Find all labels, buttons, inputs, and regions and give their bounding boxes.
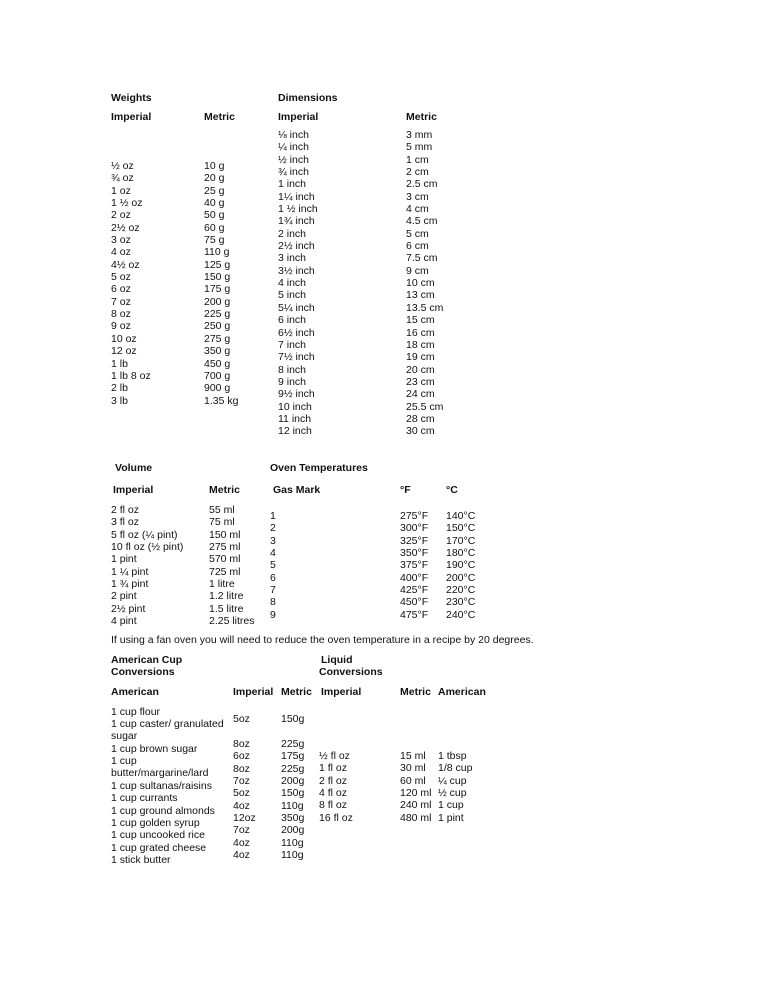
weight-imperial-cell: 5 oz (111, 271, 131, 284)
liquid-metric-cell: 120 ml (400, 787, 432, 800)
weight-metric-cell: 250 g (204, 320, 231, 333)
dimension-metric-cell: 3 mm (406, 129, 433, 141)
volume-imperial-cell: 10 fl oz (½ pint) (111, 541, 184, 554)
american-imperial-cell: 8oz (233, 738, 250, 750)
american-metric-cell: 110g (281, 849, 304, 862)
american-flour-imperial: 5oz (233, 713, 250, 725)
oven-c-cell: 200°C (446, 571, 476, 584)
dimension-imperial-cell: 6½ inch (278, 326, 315, 339)
oven-f-cell: 475°F (400, 608, 429, 621)
oven-gas-cell: 9 (270, 608, 276, 621)
american-item-cell: 1 cup sultanas/raisins (111, 780, 212, 792)
dimension-metric-cell: 1 cm (406, 153, 429, 166)
dimension-imperial-cell: 7 inch (278, 338, 307, 351)
oven-f-cell: 325°F (400, 534, 429, 547)
dimension-imperial-cell: 9½ inch (278, 388, 315, 401)
dimension-metric-cell: 5 mm (406, 141, 433, 154)
weight-imperial-cell: 10 oz (111, 332, 137, 345)
dimension-metric-cell: 5 cm (406, 227, 429, 240)
liquid-imperial-cell: ½ fl oz (319, 750, 350, 762)
dimension-imperial-cell: ⅛ inch (278, 129, 309, 141)
american-imperial-column (233, 738, 256, 861)
oven-f-cell: 300°F (400, 522, 429, 535)
oven-f-cell: 450°F (400, 596, 429, 609)
oven-c-column (446, 510, 475, 621)
weight-imperial-cell: ½ oz (111, 160, 134, 172)
oven-c-header: °C (446, 484, 458, 496)
american-item-cell: 1 cup grated cheese (111, 841, 207, 854)
weight-metric-cell: 225 g (204, 308, 231, 321)
volume-imperial-cell: 3 fl oz (111, 516, 140, 529)
dimension-metric-cell: 28 cm (406, 412, 435, 425)
weight-imperial-cell: 6 oz (111, 283, 131, 296)
dimension-imperial-cell: 12 inch (278, 425, 312, 438)
oven-c-cell: 180°C (446, 547, 476, 560)
liquid-american-cell: 1 cup (438, 799, 464, 812)
weights-imperial-column (111, 160, 151, 407)
american-metric-cell: 110g (281, 799, 304, 812)
weights-heading: Weights (111, 92, 152, 104)
american-item-cell: 1 cup currants (111, 792, 178, 805)
liquid-american-cell: ½ cup (438, 787, 467, 800)
liquid-imperial-cell: 2 fl oz (319, 774, 348, 787)
weight-metric-cell: 1.35 kg (204, 394, 239, 407)
dimension-metric-cell: 9 cm (406, 264, 429, 277)
american-metric-cell: 225g (281, 738, 305, 750)
weight-metric-cell: 50 g (204, 209, 225, 222)
dimensions-imperial-column (278, 129, 318, 438)
oven-gas-cell: 7 (270, 584, 276, 597)
american-imperial-cell: 12oz (233, 812, 256, 825)
weight-imperial-cell: 7 oz (111, 295, 131, 308)
dimension-imperial-cell: ¾ inch (278, 166, 309, 179)
liquid-imperial-column (319, 750, 353, 824)
volume-imperial-cell: 2 pint (111, 590, 137, 603)
dimension-metric-cell: 18 cm (406, 338, 435, 351)
oven-f-header: °F (400, 484, 411, 496)
volume-metric-cell: 55 ml (209, 504, 235, 516)
dimension-imperial-cell: ¼ inch (278, 141, 309, 154)
american-item-cell: 1 cup uncooked rice (111, 829, 205, 842)
volume-metric-cell: 150 ml (209, 528, 241, 541)
weight-imperial-cell: 3 oz (111, 234, 131, 247)
volume-metric-cell: 725 ml (209, 565, 241, 578)
liquid-metric-header: Metric (400, 686, 431, 698)
volume-metric-cell: 1 litre (209, 578, 235, 591)
dimension-metric-cell: 25.5 cm (406, 400, 444, 413)
dimension-imperial-cell: 5¼ inch (278, 301, 315, 314)
volume-metric-column (209, 504, 255, 627)
american-imperial-cell: 4oz (233, 799, 250, 812)
oven-gas-cell: 5 (270, 559, 276, 572)
weight-imperial-cell: 9 oz (111, 320, 131, 333)
oven-c-cell: 170°C (446, 534, 476, 547)
american-heading-line2: Conversions (111, 666, 175, 678)
american-imperial-cell: 5oz (233, 787, 250, 800)
oven-c-cell: 190°C (446, 559, 476, 572)
volume-metric-cell: 1.5 litre (209, 602, 244, 615)
volume-metric-cell: 570 ml (209, 553, 241, 566)
american-metric-cell: 175g (281, 750, 305, 763)
american-metric-column (281, 738, 304, 861)
oven-gas-cell: 6 (270, 571, 276, 584)
american-item-flour: 1 cup flour (111, 706, 161, 718)
oven-c-cell: 150°C (446, 522, 476, 535)
oven-f-cell: 350°F (400, 547, 429, 560)
weight-imperial-cell: 8 oz (111, 308, 131, 321)
american-imperial-cell: 4oz (233, 849, 250, 862)
weight-metric-cell: 110 g (204, 246, 230, 259)
dimension-imperial-cell: 7½ inch (278, 351, 315, 364)
american-metric-header: Metric (281, 686, 312, 698)
american-imperial-cell: 4oz (233, 836, 250, 849)
american-metric-cell: 200g (281, 824, 305, 837)
oven-gas-cell: 1 (270, 510, 276, 522)
weight-imperial-cell: 1 lb (111, 357, 128, 370)
american-metric-cell: 225g (281, 762, 305, 775)
oven-f-cell: 400°F (400, 571, 429, 584)
oven-gas-column (270, 510, 276, 621)
fan-oven-note: If using a fan oven you will need to reduce the oven temperature in a recipe by 20 degrees. (111, 634, 534, 646)
oven-f-cell: 275°F (400, 510, 429, 522)
american-flour-metric: 150g (281, 713, 305, 725)
dimension-imperial-cell: 4 inch (278, 277, 307, 290)
oven-f-cell: 425°F (400, 584, 429, 597)
dimension-imperial-cell: 2 inch (278, 227, 307, 240)
oven-f-cell: 375°F (400, 559, 429, 572)
volume-imperial-cell: 1 ¾ pint (111, 578, 149, 591)
american-imperial-cell: 7oz (233, 775, 250, 788)
dimension-metric-cell: 16 cm (406, 326, 435, 339)
liquid-imperial-cell: 4 fl oz (319, 787, 348, 800)
weight-imperial-cell: 1 ½ oz (111, 197, 143, 210)
oven-f-column (400, 510, 428, 621)
dimension-imperial-cell: 8 inch (278, 363, 307, 376)
dimension-metric-cell: 4 cm (406, 203, 429, 216)
oven-heading: Oven Temperatures (270, 462, 368, 474)
dimensions-metric-header: Metric (406, 111, 437, 123)
volume-imperial-cell: 2 fl oz (111, 504, 140, 516)
volume-imperial-cell: 4 pint (111, 615, 137, 628)
weight-metric-cell: 40 g (204, 197, 225, 210)
volume-imperial-column (111, 504, 183, 627)
dimension-imperial-cell: 1¾ inch (278, 215, 315, 228)
weight-metric-cell: 20 g (204, 172, 225, 185)
dimension-metric-cell: 30 cm (406, 425, 435, 438)
american-item-butter: 1 cup butter/margarine/lard (111, 755, 209, 780)
liquid-imperial-cell: 16 fl oz (319, 811, 353, 824)
weight-metric-cell: 60 g (204, 221, 225, 234)
american-item-caster-sugar: 1 cup caster/ granulated sugar (111, 718, 224, 743)
american-american-header: American (111, 686, 159, 698)
weight-metric-cell: 75 g (204, 234, 225, 247)
weight-imperial-cell: 2½ oz (111, 221, 140, 234)
american-imperial-header: Imperial (233, 686, 274, 698)
dimension-imperial-cell: 1¼ inch (278, 190, 315, 203)
dimensions-imperial-header: Imperial (278, 111, 319, 123)
weight-imperial-cell: 4 oz (111, 246, 131, 259)
dimensions-heading: Dimensions (278, 92, 338, 104)
weight-metric-cell: 700 g (204, 369, 231, 382)
liquid-metric-cell: 60 ml (400, 774, 426, 787)
weight-metric-cell: 900 g (204, 382, 231, 395)
american-imperial-cell: 8oz (233, 762, 250, 775)
dimension-metric-cell: 7.5 cm (406, 252, 438, 265)
weight-imperial-cell: 2 oz (111, 209, 131, 222)
weight-imperial-cell: 2 lb (111, 382, 128, 395)
dimension-imperial-cell: 10 inch (278, 400, 312, 413)
dimension-imperial-cell: 9 inch (278, 375, 307, 388)
oven-gas-header: Gas Mark (273, 484, 321, 496)
liquid-american-column (438, 750, 472, 824)
dimension-imperial-cell: 1 ½ inch (278, 203, 318, 216)
dimension-metric-cell: 13.5 cm (406, 301, 444, 314)
liquid-heading-line2: Conversions (319, 666, 383, 678)
american-item-cell: 1 cup golden syrup (111, 817, 200, 830)
volume-metric-cell: 2.25 litres (209, 615, 255, 628)
american-items-column (111, 780, 215, 866)
liquid-metric-cell: 30 ml (400, 762, 426, 775)
weight-imperial-cell: 1 lb 8 oz (111, 369, 151, 382)
weight-metric-cell: 150 g (204, 271, 231, 284)
volume-imperial-cell: 5 fl oz (¼ pint) (111, 528, 178, 541)
dimension-imperial-cell: 1 inch (278, 178, 307, 191)
weight-metric-cell: 175 g (204, 283, 231, 296)
liquid-metric-column (400, 750, 432, 824)
dimension-metric-cell: 6 cm (406, 240, 429, 253)
american-heading-line1: American Cup (111, 654, 183, 666)
dimension-metric-cell: 20 cm (406, 363, 435, 376)
dimension-imperial-cell: 3 inch (278, 252, 307, 265)
american-metric-cell: 200g (281, 775, 305, 788)
weight-metric-cell: 25 g (204, 184, 225, 197)
dimension-imperial-cell: 11 inch (278, 412, 312, 425)
oven-c-cell: 140°C (446, 510, 476, 522)
volume-metric-cell: 1.2 litre (209, 590, 244, 603)
dimensions-metric-column (406, 129, 443, 438)
american-imperial-cell: 7oz (233, 824, 250, 837)
liquid-heading-line1: Liquid (321, 654, 353, 666)
weight-metric-cell: 10 g (204, 160, 225, 172)
volume-metric-cell: 275 ml (209, 541, 241, 554)
weight-imperial-cell: ¾ oz (111, 172, 134, 185)
dimension-metric-cell: 4.5 cm (406, 215, 438, 228)
volume-metric-cell: 75 ml (209, 516, 235, 529)
weights-metric-column (204, 160, 238, 407)
liquid-american-cell: 1/8 cup (438, 762, 473, 775)
liquid-metric-cell: 240 ml (400, 799, 432, 812)
oven-gas-cell: 2 (270, 522, 276, 535)
liquid-imperial-header: Imperial (321, 686, 362, 698)
oven-c-cell: 230°C (446, 596, 476, 609)
volume-imperial-cell: 1 pint (111, 553, 137, 566)
liquid-imperial-cell: 8 fl oz (319, 799, 348, 812)
dimension-imperial-cell: 2½ inch (278, 240, 315, 253)
dimension-imperial-cell: 6 inch (278, 314, 307, 327)
american-metric-cell: 350g (281, 812, 305, 825)
dimension-metric-cell: 10 cm (406, 277, 435, 290)
weight-imperial-cell: 4½ oz (111, 258, 140, 271)
weight-imperial-cell: 1 oz (111, 184, 131, 197)
american-metric-cell: 150g (281, 787, 305, 800)
dimension-metric-cell: 19 cm (406, 351, 435, 364)
liquid-metric-cell: 480 ml (400, 811, 432, 824)
dimension-imperial-cell: 5 inch (278, 289, 307, 302)
dimension-metric-cell: 3 cm (406, 190, 429, 203)
dimension-metric-cell: 24 cm (406, 388, 435, 401)
weights-metric-header: Metric (204, 111, 235, 123)
liquid-imperial-cell: 1 fl oz (319, 762, 348, 775)
american-metric-cell: 110g (281, 836, 304, 849)
weight-imperial-cell: 3 lb (111, 394, 128, 407)
dimension-imperial-cell: 3½ inch (278, 264, 315, 277)
liquid-american-header: American (438, 686, 486, 698)
american-item-brown-sugar: 1 cup brown sugar (111, 743, 198, 755)
weight-imperial-cell: 12 oz (111, 345, 137, 358)
weight-metric-cell: 450 g (204, 357, 231, 370)
volume-metric-header: Metric (209, 484, 240, 496)
liquid-american-cell: 1 tbsp (438, 750, 467, 762)
volume-imperial-header: Imperial (113, 484, 154, 496)
dimension-metric-cell: 2.5 cm (406, 178, 438, 191)
volume-imperial-cell: 1 ¼ pint (111, 565, 149, 578)
oven-gas-cell: 8 (270, 596, 276, 609)
dimension-metric-cell: 13 cm (406, 289, 435, 302)
dimension-metric-cell: 2 cm (406, 166, 429, 179)
weight-metric-cell: 200 g (204, 295, 231, 308)
volume-heading: Volume (115, 462, 153, 474)
dimension-metric-cell: 23 cm (406, 375, 435, 388)
liquid-american-cell: ¼ cup (438, 774, 467, 787)
oven-gas-cell: 4 (270, 547, 276, 560)
american-imperial-cell: 6oz (233, 750, 250, 763)
liquid-metric-cell: 15 ml (400, 750, 426, 762)
weights-imperial-header: Imperial (111, 111, 152, 123)
oven-gas-cell: 3 (270, 534, 276, 547)
dimension-imperial-cell: ½ inch (278, 153, 309, 166)
weight-metric-cell: 275 g (204, 332, 231, 345)
american-item-cell: 1 stick butter (111, 854, 171, 867)
weight-metric-cell: 125 g (204, 258, 231, 271)
volume-imperial-cell: 2½ pint (111, 602, 146, 615)
oven-c-cell: 220°C (446, 584, 476, 597)
dimension-metric-cell: 15 cm (406, 314, 435, 327)
weight-metric-cell: 350 g (204, 345, 231, 358)
liquid-american-cell: 1 pint (438, 811, 464, 824)
oven-c-cell: 240°C (446, 608, 476, 621)
american-item-cell: 1 cup ground almonds (111, 804, 215, 817)
